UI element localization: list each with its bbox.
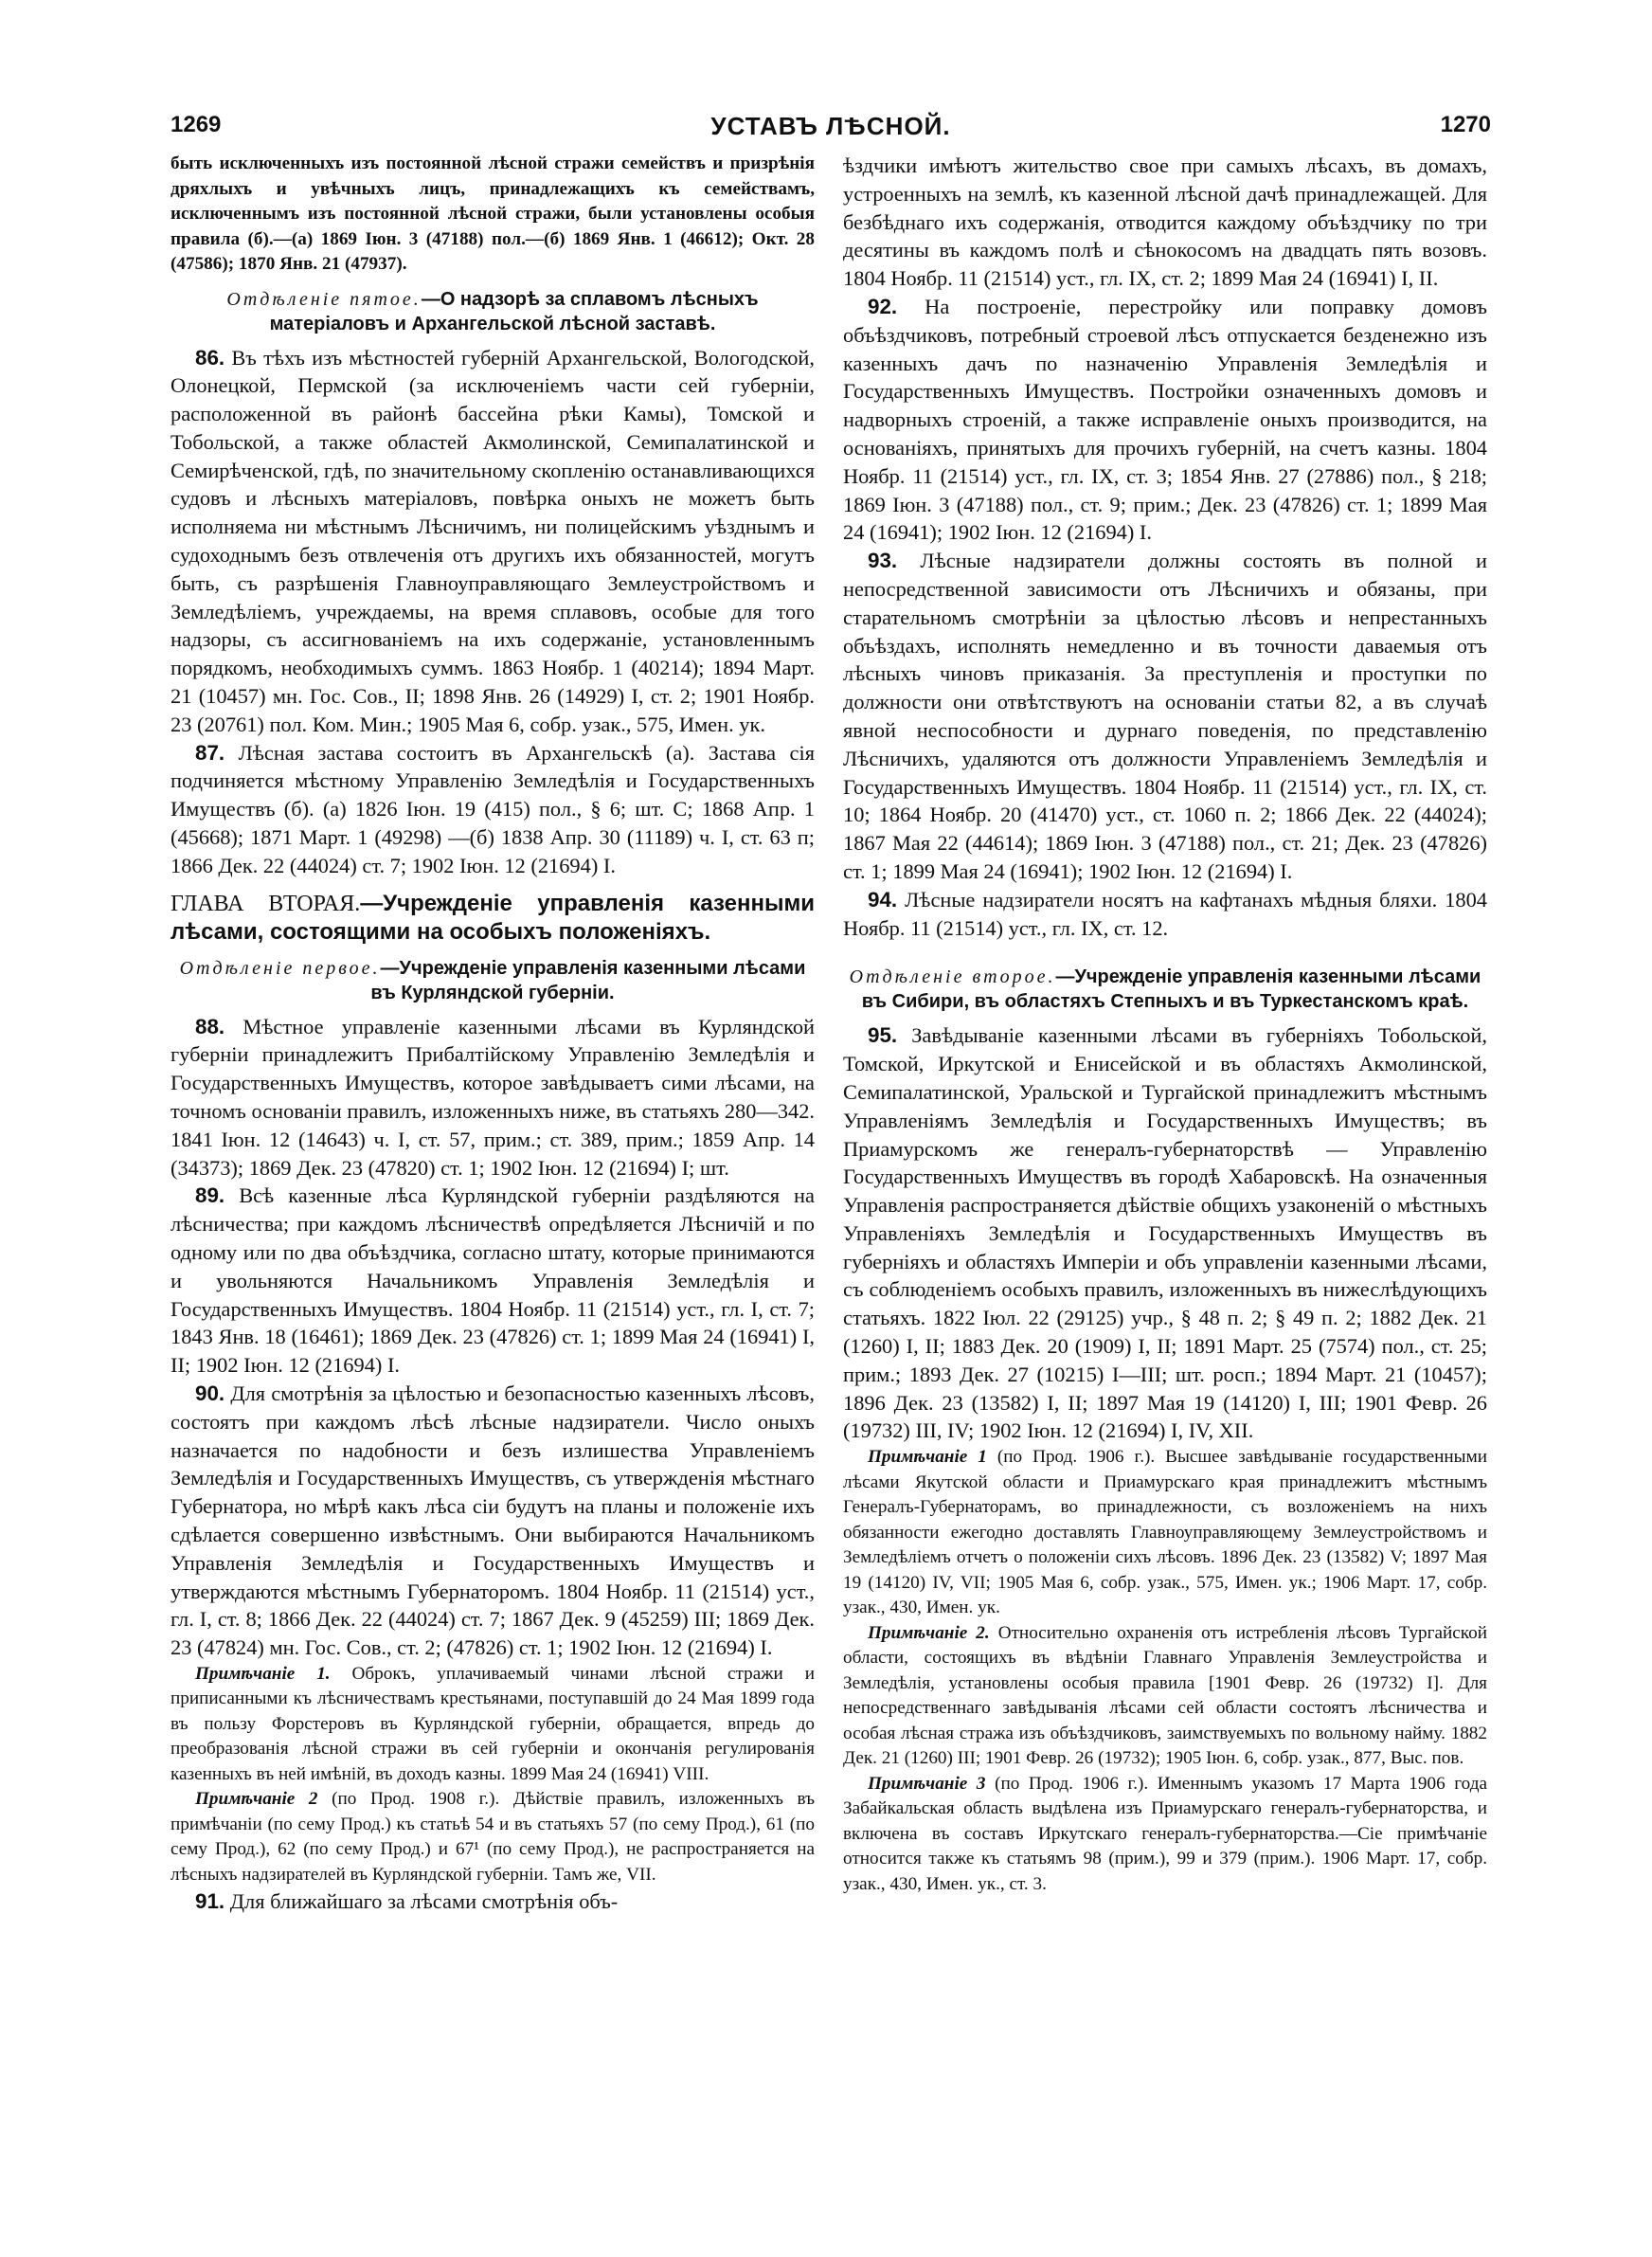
section-heading-5 — [171, 287, 815, 336]
note-label: Примѣчаніе 1 — [868, 1447, 987, 1468]
article-text: Для ближайшаго за лѣсами смотрѣнія объ- — [229, 1889, 619, 1914]
chapter-title: —Учрежденіе управленія казенными лѣсами, состоящими на особыхъ положеніяхъ. — [171, 890, 815, 945]
continuation-paragraph: быть исключенныхъ изъ постоянной лѣсной стражи семействъ и призрѣнія дряхлыхъ и увѣчныхъ лицъ, принадлежащихъ къ семействамъ, исключеннымъ изъ постоянной лѣсной стражи, были установлены особыя правила (б).—(а) 1869 Іюн. 3 (47188) пол.—(б) 1869 Янв. 1 (46612); Окт. 28 (47586); 1870 Янв. 21 (47937). — [171, 153, 815, 274]
article-text: Для смотрѣнія за цѣлостью и безопасностью казенныхъ лѣсовъ, состоятъ при каждомъ лѣсѣ лѣсные надзиратели. Число оныхъ назначается по надобности и безъ излишества Управленіемъ Земледѣлія и Государственныхъ Имуществъ, съ утвержденія мѣстнаго Губернатора, но мѣрѣ какъ лѣса сіи будутъ на планы и положеніе ихъ сдѣлается совершенно извѣстнымъ. Они выбираются Начальникомъ Управленія Земледѣлія и Государственныхъ Имуществъ и утверждаются мѣстнымъ Губернаторомъ. 1804 Ноябр. 11 (21514) уст., гл. I, ст. 8; 1866 Дек. 22 (44024) ст. 7; 1867 Дек. 9 (45259) III; 1869 Дек. 23 (47824) мн. Гос. Сов., ст. 2; (47826) ст. 1; 1902 Іюн. 12 (21694) I. — [171, 1381, 815, 1660]
article-text: Въ тѣхъ изъ мѣстностей губерній Архангельской, Вологодской, Олонецкой, Пермской (за исключеніемъ части сей губерніи, расположенной въ районѣ бассейна рѣки Камы), Томской и Тобольской, а также областей Акмолинской, Семипалатинской и Семирѣченской, гдѣ, по значительному скопленію останавливающихся судовъ и лѣсныхъ матеріаловъ, повѣрка оныхъ не можетъ быть исполняема ни мѣстнымъ Лѣсничимъ, ни полицейскимъ уѣзднымъ и судоходнымъ безъ отвлеченія отъ другихъ ихъ обязанностей, могутъ быть, съ разрѣшенія Главноуправляющаго Землеустройствомъ и Земледѣліемъ, учреждаемы, на время сплавовъ, особые для того надзоры, съ ассигнованіемъ на ихъ содержаніе, установленнымъ порядкомъ, необходимыхъ суммъ. 1863 Ноябр. 1 (40214); 1894 Март. 21 (10457) мн. Гос. Сов., II; 1898 Янв. 26 (14929) I, ст. 2; 1901 Ноябр. 23 (20761) пол. Ком. Мин.; 1905 Мая 6, собр. узак., 575, Имен. ук. — [171, 345, 815, 736]
page-number-right: 1270 — [1440, 112, 1491, 137]
note-label: Примѣчаніе 1. — [195, 1663, 331, 1684]
article-text: Лѣсные надзиратели должны состоять въ полной и непосредственной зависимости отъ Лѣсничихъ и обязаны, при старательномъ смотрѣніи за цѣлостью лѣсовъ и непрестанныхъ объѣздахъ, исполнять немедленно и въ точности даваемыя отъ лѣсныхъ чиновъ приказанія. За преступленія и проступки по должности они отвѣтствуютъ на основаніи статьи 82, а въ случаѣ явной неспособности и дурнаго поведенія, по представленію Лѣсничихъ, удаляются отъ должности Управленіемъ Земледѣлія и Государственныхъ Имуществъ. 1804 Ноябр. 11 (21514) уст., гл. IX, ст. 10; 1864 Ноябр. 20 (41470) уст., ст. 1060 п. 2; 1866 Дек. 22 (44024); 1867 Мая 22 (44614); 1869 Іюн. 3 (47188) пол., ст. 21; Дек. 23 (47826) ст. 1; 1899 Мая 24 (16941); 1902 Іюн. 12 (21694) I. — [843, 549, 1487, 883]
article-text: На построеніе, перестройку или поправку домовъ объѣздчиковъ, потребный строевой лѣсъ отпускается безденежно изъ казенныхъ дачъ по назначенію Управленія Земледѣлія и Государственныхъ Имуществъ. Постройки означенныхъ домовъ и надворныхъ строеній, а также исправленіе оныхъ производится, на основаніяхъ, принятыхъ для прочихъ губерній, на счетъ казны. 1804 Ноябр. 11 (21514) уст., гл. IX, ст. 3; 1854 Янв. 27 (27886) пол., § 218; 1869 Іюн. 3 (47188) пол., ст. 9; прим.; Дек. 23 (47826) ст. 1; 1899 Мая 24 (16941); 1902 Іюн. 12 (21694) I. — [843, 294, 1487, 545]
article-94 — [843, 886, 1487, 943]
note-text: Оброкъ, уплачиваемый чинами лѣсной стражи и приписанными къ лѣсничествамъ крестьянами, поступавшій до 24 Мая 1899 года въ пользу Форстеровъ въ Курляндской губерніи, обращается, впредь до преобразованія лѣсной стражи въ сей губерніи и окончанія регулированія казенныхъ въ ней имѣній, въ доходъ казны. 1899 Мая 24 (16941) VIII. — [171, 1663, 815, 1784]
article-number: 93. — [868, 549, 898, 573]
article-86 — [171, 344, 815, 739]
section-title: —Учрежденіе управленія казенными лѣсами въ Курляндской губерніи. — [370, 957, 806, 1003]
note-label: Примѣчаніе 2 — [195, 1789, 318, 1810]
article-number: 86. — [195, 345, 225, 370]
section-label: Отдѣленіе второе. — [849, 966, 1056, 988]
article-89 — [171, 1182, 815, 1380]
note-text: Относительно охраненія отъ истребленія лѣсовъ Тургайской области, состоящихъ въ вѣдѣніи Главнаго Управленія Землеустройства и Земледѣлія, установлены особыя правила [1901 Февр. 26 (19732) I]. Для непосредственнаго завѣдыванія лѣсами сей области состоятъ лѣсничества и особая лѣсная стража изъ объѣздчиковъ, заимствуемыхъ по вольному найму. 1882 Дек. 21 (1260) III; 1901 Февр. 26 (19732); 1905 Іюн. 6, собр. узак., 877, Выс. пов. — [843, 1622, 1487, 1769]
note-2 — [171, 1787, 815, 1887]
article-text: Всѣ казенные лѣса Курляндской губерніи раздѣляются на лѣсничества; при каждомъ лѣсничествѣ опредѣляется Лѣсничій и по одному или по два объѣздчика, согласно штату, которые принимаются и увольняются Начальникомъ Управленія Земледѣлія и Государственныхъ Имуществъ. 1804 Ноябр. 11 (21514) уст., гл. I, ст. 7; 1843 Янв. 18 (16461); 1869 Дек. 23 (47826) ст. 1; 1899 Мая 24 (16941) I, II; 1902 Іюн. 12 (21694) I. — [171, 1183, 815, 1378]
page-number-left: 1269 — [171, 112, 222, 137]
article-92 — [843, 293, 1487, 547]
note-text: (по Прод. 1908 г.). Дѣйствіе правилъ, изложенныхъ въ примѣчаніи (по сему Прод.) къ статьѣ 54 и въ статьяхъ 57 (по сему Прод.), 61 (по сему Прод.), 62 (по сему Прод.) и 67¹ (по сему Прод.), не распространяется на лѣсныхъ надзирателей въ Курляндской губерніи. Тамъ же, VII. — [171, 1789, 815, 1885]
article-text: Мѣстное управленіе казенными лѣсами въ Курляндской губерніи принадлежитъ Прибалтійскому Управленію Земледѣлія и Государственныхъ Имуществъ, которое завѣдываетъ сими лѣсами, на точномъ основаніи правилъ, изложенныхъ ниже, въ статьяхъ 280—342. 1841 Іюн. 12 (14643) ч. I, ст. 57, прим.; ст. 389, прим.; 1859 Апр. 14 (34373); 1869 Дек. 23 (47820) ст. 1; 1902 Іюн. 12 (21694) I; шт. — [171, 1014, 815, 1180]
article-number: 95. — [868, 1023, 898, 1048]
article-number: 89. — [195, 1183, 225, 1208]
right-column — [843, 152, 1487, 2122]
continuation-paragraph: ѣздчики имѣютъ жительство свое при самыхъ лѣсахъ, въ домахъ, устроенныхъ на землѣ, къ казенной лѣсной дачѣ принадлежащей. Для безбѣднаго ихъ содержанія, отводится каждому объѣздчику по три десятины въ каждомъ полѣ и сѣнокосомъ на двадцать пять возовъ. 1804 Ноябр. 11 (21514) уст., гл. IX, ст. 2; 1899 Мая 24 (16941) I, II. — [843, 153, 1487, 291]
left-column — [171, 152, 815, 2122]
article-number: 94. — [868, 887, 898, 912]
article-95 — [843, 1021, 1487, 1445]
note-2 — [843, 1621, 1487, 1772]
article-87 — [171, 739, 815, 880]
section-heading-1 — [171, 956, 815, 1005]
chapter-label: ГЛАВА ВТОРАЯ. — [171, 891, 361, 916]
article-88 — [171, 1013, 815, 1183]
article-number: 92. — [868, 294, 898, 318]
section-label: Отдѣленіе первое. — [179, 957, 381, 979]
running-title: УСТАВЪ ЛѢСНОЙ. — [710, 112, 951, 140]
article-number: 88. — [195, 1014, 225, 1038]
article-93 — [843, 547, 1487, 886]
article-text: Лѣсная застава состоитъ въ Архангельскѣ (а). Застава сія подчиняется мѣстному Управленію Земледѣлія и Государственныхъ Имуществъ (б). (а) 1826 Іюн. 19 (415) пол., § 6; шт. С; 1868 Апр. 1 (45668); 1871 Март. 1 (49298) —(б) 1838 Апр. 30 (11189) ч. I, ст. 63 п; 1866 Дек. 22 (44024) ст. 7; 1902 Іюн. 12 (21694) I. — [171, 740, 815, 877]
note-text: (по Прод. 1906 г.). Именнымъ указомъ 17 Марта 1906 года Забайкальская область выдѣлена изъ Приамурскаго генералъ-губернаторства, и включена въ составъ Иркутскаго генералъ-губернаторства.—Сіе примѣчаніе относится также къ статьямъ 98 (прим.), 99 и 379 (прим.). 1906 Март. 17, собр. узак., 430, Имен. ук., ст. 3. — [843, 1773, 1487, 1894]
chapter-heading — [171, 890, 815, 947]
section-title: —О надзорѣ за сплавомъ лѣсныхъ матеріаловъ и Архангельской лѣсной заставѣ. — [269, 288, 759, 334]
article-90 — [171, 1380, 815, 1662]
article-number: 90. — [195, 1381, 225, 1405]
note-3 — [843, 1772, 1487, 1898]
note-1 — [843, 1445, 1487, 1621]
note-label: Примѣчаніе 3 — [868, 1773, 986, 1794]
article-number: 87. — [195, 740, 225, 765]
section-heading-2 — [843, 965, 1487, 1014]
article-91 — [171, 1887, 815, 1916]
page-header — [171, 112, 1491, 150]
section-label: Отдѣленіе пятое. — [226, 288, 422, 310]
note-label: Примѣчаніе 2. — [868, 1622, 990, 1643]
article-text: Лѣсные надзиратели носятъ на кафтанахъ мѣдныя бляхи. 1804 Ноябр. 11 (21514) уст., гл. IX, ст. 12. — [843, 887, 1487, 940]
article-text: Завѣдываніе казенными лѣсами въ губерніяхъ Тобольской, Томской, Иркутской и Енисейской и въ областяхъ Акмолинской, Семипалатинской, Уральской и Тургайской принадлежитъ мѣстнымъ Управленіямъ Земледѣлія и Государственныхъ Имуществъ; въ Приамурскомъ же генералъ-губернаторствѣ — Управленію Государственныхъ Имуществъ въ городѣ Хабаровскѣ. На означенныя Управленія распространяется дѣйствіе общихъ узаконеній о мѣстныхъ Управленіяхъ Земледѣлія и Государственныхъ Имуществъ въ губерніяхъ и областяхъ Имперіи и объ управленіи казенными лѣсами, съ соблюденіемъ особыхъ правилъ, изложенныхъ въ нижеслѣдующихъ статьяхъ. 1822 Іюл. 22 (29125) учр., § 48 п. 2; § 49 п. 2; 1882 Дек. 21 (1260) I, II; 1883 Дек. 20 (1909) I, II; 1891 Март. 25 (7574) пол., ст. 25; прим.; 1893 Дек. 27 (10215) I—III; шт. росп.; 1894 Март. 21 (10457); 1896 Дек. 23 (13582) I, II; 1897 Мая 19 (14120) I, III; 1901 Февр. 26 (19732) III, IV; 1902 Іюн. 12 (21694) I, IV, XII. — [843, 1023, 1487, 1443]
section-title: —Учрежденіе управленія казенными лѣсами въ Сибири, въ областяхъ Степныхъ и въ Туркестанскомъ краѣ. — [861, 966, 1481, 1013]
note-text: (по Прод. 1906 г.). Высшее завѣдываніе государственными лѣсами Якутской области и Приамурскаго края принадлежитъ мѣстнымъ Генералъ-Губернаторамъ, во принадлежности, съ возложеніемъ на нихъ обязанности ежегодно доставлять Главноуправляющему Землеустройствомъ и Земледѣліемъ отчетъ о положеніи сихъ лѣсовъ. 1896 Дек. 23 (13582) V; 1897 Мая 19 (14120) IV, VII; 1905 Мая 6, собр. узак., 575, Имен. ук.; 1906 Март. 17, собр. узак., 430, Имен. ук. — [843, 1447, 1487, 1618]
article-number: 91. — [195, 1889, 225, 1914]
note-1 — [171, 1662, 815, 1788]
